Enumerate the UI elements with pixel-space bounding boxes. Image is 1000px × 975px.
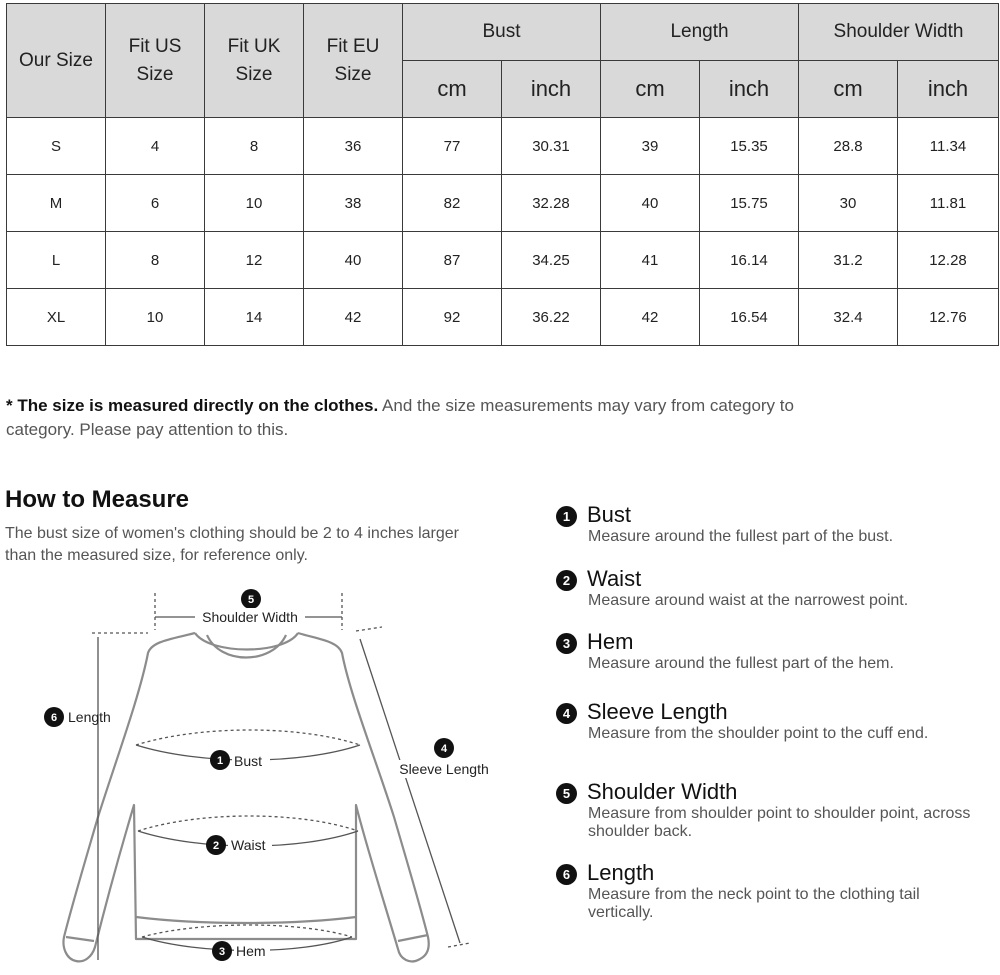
header-fit-us [106, 4, 205, 118]
table-cell: 12.28 [898, 232, 999, 289]
header-fit-eu-text: Fit EU Size [326, 35, 380, 85]
header-our-size: Our Size [7, 4, 106, 118]
table-row [7, 175, 999, 232]
note-rest: And the size measurements may vary from category to category. Please pay attention to this. [6, 396, 794, 439]
header-shoulder-inch: inch [898, 61, 999, 118]
size-chart-table [6, 3, 999, 346]
bust-number: 1 [216, 755, 224, 767]
step-desc: Measure around the fullest part of the bust. [588, 528, 894, 545]
hem-label [212, 941, 270, 961]
table-cell: 32.28 [502, 175, 601, 232]
header-length-cm: cm [601, 61, 700, 118]
table-cell: 32.4 [799, 289, 898, 346]
length-text: Length [68, 709, 111, 725]
sleeve-length-label [396, 738, 494, 778]
table-cell: 30.31 [502, 118, 601, 175]
step-desc: Measure from shoulder point to shoulder point, across shoulder back. [588, 805, 971, 840]
table-cell: 14 [205, 289, 304, 346]
table-cell: 31.2 [799, 232, 898, 289]
how-to-measure-title: How to Measure [5, 486, 190, 513]
table-row [7, 289, 999, 346]
header-length-inch: inch [700, 61, 799, 118]
shoulder-width-number: 5 [247, 594, 255, 606]
table-cell: XL [7, 289, 106, 346]
header-fit-us-text: Fit US Size [128, 35, 182, 85]
table-cell: 16.14 [700, 232, 799, 289]
header-bust: Bust [403, 4, 601, 61]
table-cell: 15.75 [700, 175, 799, 232]
header-length: Length [601, 4, 799, 61]
table-cell: 12.76 [898, 289, 999, 346]
table-cell: 39 [601, 118, 700, 175]
table-cell: 11.34 [898, 118, 999, 175]
header-bust-inch: inch [502, 61, 601, 118]
waist-text: Waist [231, 837, 266, 853]
waist-number: 2 [212, 840, 220, 852]
step-name: Hem [587, 629, 634, 654]
table-cell: 38 [304, 175, 403, 232]
shoulder-width-text: Shoulder Width [202, 609, 298, 625]
table-cell: S [7, 118, 106, 175]
table-cell: 40 [601, 175, 700, 232]
table-cell: 30 [799, 175, 898, 232]
sleeve-length-text: Sleeve Length [399, 761, 489, 777]
header-bust-cm: cm [403, 61, 502, 118]
hem-text: Hem [236, 943, 266, 959]
header-fit-eu [304, 4, 403, 118]
header-fit-uk-text: Fit UK Size [227, 35, 281, 85]
table-cell: 36.22 [502, 289, 601, 346]
table-cell: 28.8 [799, 118, 898, 175]
header-fit-uk [205, 4, 304, 118]
table-cell: 34.25 [502, 232, 601, 289]
table-cell: 16.54 [700, 289, 799, 346]
note-bold: * The size is measured directly on the clothes. [6, 396, 379, 415]
step-number-badge: 4 [556, 703, 577, 724]
table-row [7, 118, 999, 175]
table-cell: 36 [304, 118, 403, 175]
step-desc: Measure from the shoulder point to the cuff end. [588, 725, 929, 742]
table-cell: 41 [601, 232, 700, 289]
step-desc: Measure from the neck point to the clothing tail vertically. [588, 886, 920, 921]
table-cell: 77 [403, 118, 502, 175]
table-cell: 42 [304, 289, 403, 346]
step-desc: Measure around waist at the narrowest point. [588, 592, 909, 609]
measurement-note [6, 394, 826, 442]
table-cell: 11.81 [898, 175, 999, 232]
header-shoulder-cm: cm [799, 61, 898, 118]
sweater-diagram [0, 575, 520, 975]
bust-text: Bust [234, 753, 263, 769]
waist-label [206, 835, 272, 855]
table-cell: 4 [106, 118, 205, 175]
step-number-badge: 5 [556, 783, 577, 804]
table-cell: 12 [205, 232, 304, 289]
table-cell: 8 [106, 232, 205, 289]
header-shoulder-width: Shoulder Width [799, 4, 999, 61]
step-name: Sleeve Length [587, 699, 728, 724]
how-to-measure-desc: The bust size of women's clothing should be 2 to 4 inches larger than the measured size, for reference only. [5, 525, 459, 564]
table-cell: 6 [106, 175, 205, 232]
table-cell: 10 [205, 175, 304, 232]
step-number-badge: 6 [556, 864, 577, 885]
table-cell: 15.35 [700, 118, 799, 175]
table-cell: L [7, 232, 106, 289]
table-cell: 87 [403, 232, 502, 289]
table-cell: 10 [106, 289, 205, 346]
step-number-badge: 1 [556, 506, 577, 527]
length-label [44, 707, 111, 727]
bust-label [210, 750, 270, 770]
step-name: Shoulder Width [587, 779, 738, 804]
table-cell: 82 [403, 175, 502, 232]
step-name: Length [587, 860, 655, 885]
hem-number: 3 [218, 946, 226, 958]
step-name: Waist [587, 566, 642, 591]
length-number: 6 [50, 712, 58, 724]
table-cell: 42 [601, 289, 700, 346]
step-number-badge: 2 [556, 570, 577, 591]
shoulder-width-label [195, 589, 305, 626]
table-cell: 92 [403, 289, 502, 346]
step-name: Bust [587, 502, 632, 527]
table-cell: 40 [304, 232, 403, 289]
step-desc: Measure around the fullest part of the hem. [588, 655, 894, 672]
table-cell: 8 [205, 118, 304, 175]
table-row [7, 232, 999, 289]
table-cell: M [7, 175, 106, 232]
step-number-badge: 3 [556, 633, 577, 654]
sleeve-length-number: 4 [440, 743, 448, 755]
